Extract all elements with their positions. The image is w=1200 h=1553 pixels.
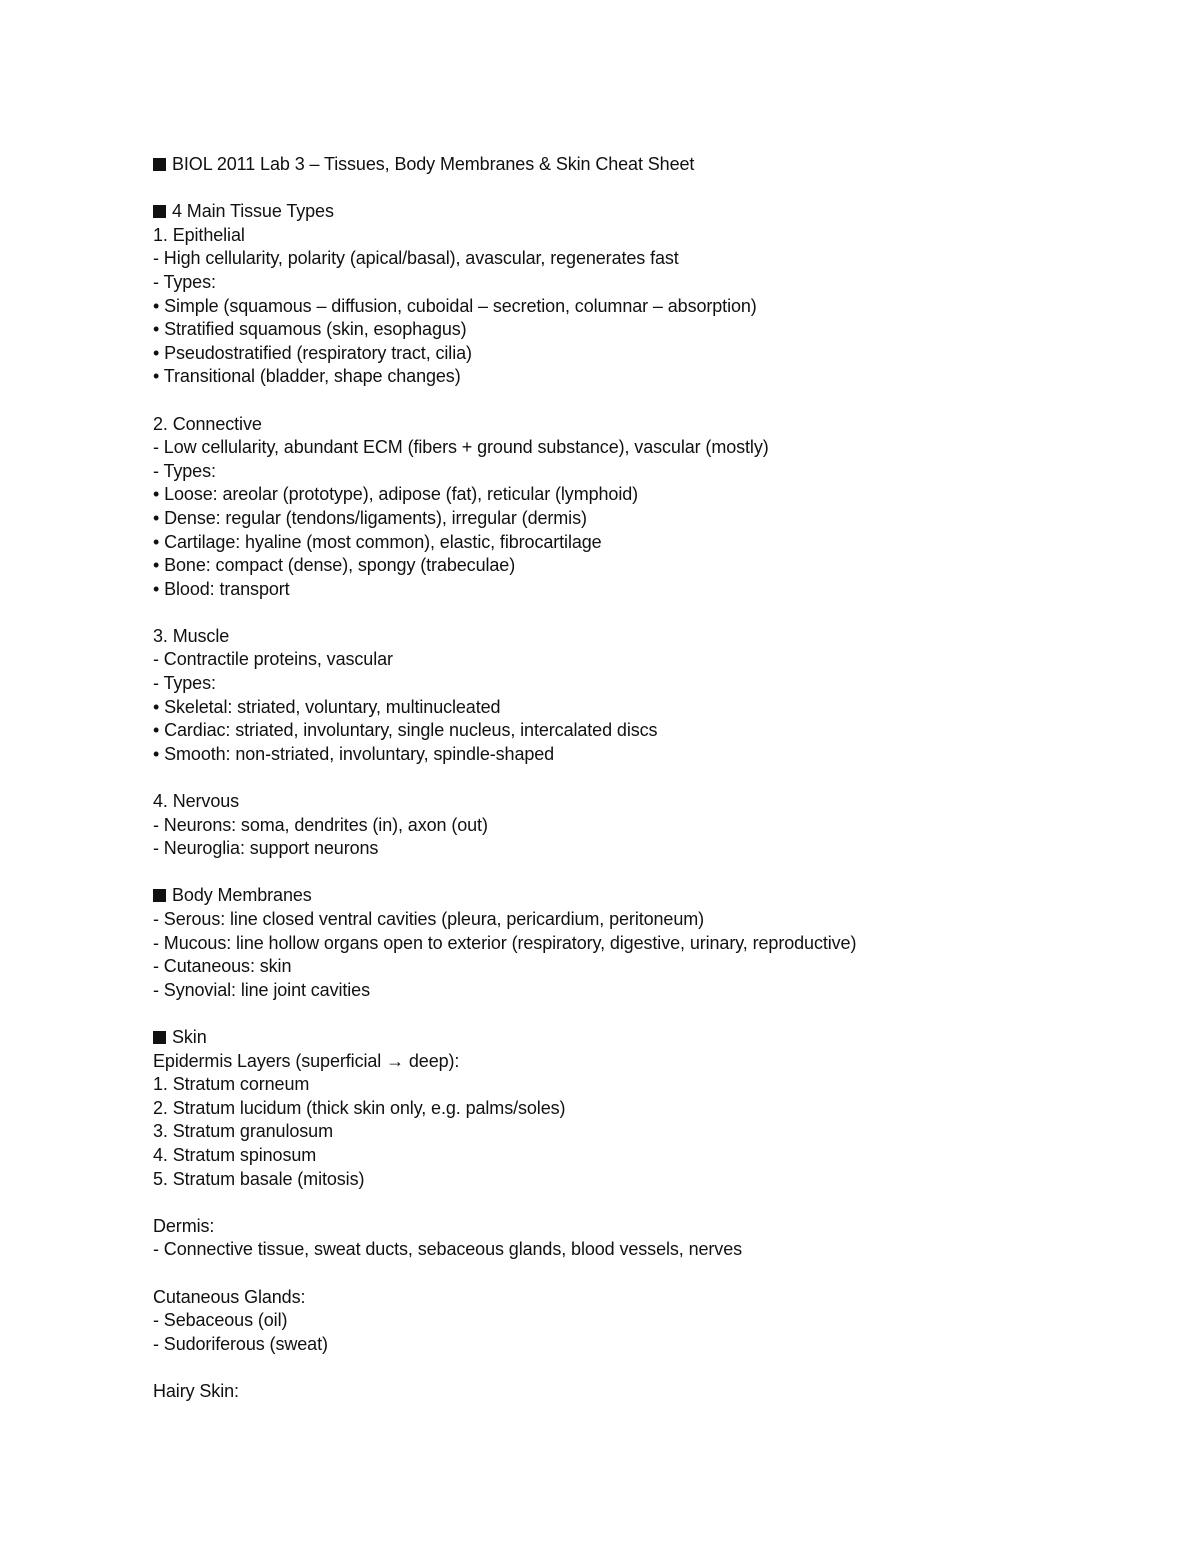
glands-heading: Cutaneous Glands: [153,1286,306,1307]
membranes-heading: Body Membranes [172,885,312,906]
tissue-types-heading: 4 Main Tissue Types [172,201,334,222]
spacer [153,177,1153,201]
document-title: BIOL 2011 Lab 3 – Tissues, Body Membranes & Skin Cheat Sheet [172,154,695,174]
muscle-line: - Contractile proteins, vascular [153,649,393,670]
muscle-heading: 3. Muscle [153,625,230,646]
document-title-line [153,153,1153,177]
spacer [153,766,1153,790]
epidermis-heading: Epidermis Layers (superficial → deep): [153,1050,460,1071]
square-bullet-icon [153,158,166,171]
membranes-line: - Mucous: line hollow organs open to exterior (respiratory, digestive, urinary, reproductive) [153,932,857,953]
connective-line: • Loose: areolar (prototype), adipose (fat), reticular (lymphoid) [153,484,639,505]
connective-line: - Low cellularity, abundant ECM (fibers + ground substance), vascular (mostly) [153,437,769,458]
connective-line: • Cartilage: hyaline (most common), elastic, fibrocartilage [153,531,602,552]
muscle-line: • Cardiac: striated, involuntary, single nucleus, intercalated discs [153,720,658,741]
epithelial-line: • Transitional (bladder, shape changes) [153,366,461,387]
spacer [153,1002,1153,1026]
spacer [153,389,1153,413]
skin-heading: Skin [172,1026,207,1047]
spacer [153,1262,1153,1286]
epidermis-line: 2. Stratum lucidum (thick skin only, e.g. palms/soles) [153,1097,566,1118]
epidermis-line: 5. Stratum basale (mitosis) [153,1168,365,1189]
spacer [153,601,1153,625]
connective-line: • Blood: transport [153,578,290,599]
epithelial-heading: 1. Epithelial [153,224,245,245]
tissue-types-heading-line [153,200,1153,224]
square-bullet-icon [153,889,166,902]
document-body [153,153,1153,1403]
nervous-line: - Neuroglia: support neurons [153,838,379,859]
spacer [153,1356,1153,1380]
epithelial-line: - Types: [153,271,216,292]
hairy-skin-heading: Hairy Skin: [153,1380,239,1401]
connective-line: • Bone: compact (dense), spongy (trabeculae) [153,555,516,576]
square-bullet-icon [153,205,166,218]
square-bullet-icon [153,1031,166,1044]
glands-line: - Sudoriferous (sweat) [153,1333,328,1354]
nervous-heading: 4. Nervous [153,791,240,812]
epithelial-line: • Stratified squamous (skin, esophagus) [153,319,467,340]
epithelial-line: • Pseudostratified (respiratory tract, cilia) [153,342,472,363]
membranes-line: - Serous: line closed ventral cavities (pleura, pericardium, peritoneum) [153,909,705,929]
dermis-line: - Connective tissue, sweat ducts, sebaceous glands, blood vessels, nerves [153,1239,743,1260]
epidermis-line: 1. Stratum corneum [153,1074,310,1095]
muscle-line: • Skeletal: striated, voluntary, multinucleated [153,696,501,717]
connective-line: - Types: [153,460,216,481]
nervous-line: - Neurons: soma, dendrites (in), axon (out) [153,814,488,835]
dermis-heading: Dermis: [153,1215,215,1236]
epithelial-line: - High cellularity, polarity (apical/basal), avascular, regenerates fast [153,248,679,269]
spacer [153,1191,1153,1215]
muscle-line: • Smooth: non-striated, involuntary, spindle-shaped [153,743,555,764]
connective-line: • Dense: regular (tendons/ligaments), irregular (dermis) [153,507,587,528]
spacer [153,861,1153,885]
glands-line: - Sebaceous (oil) [153,1310,288,1331]
muscle-line: - Types: [153,673,216,694]
skin-heading-line [153,1026,1153,1050]
epidermis-line: 3. Stratum granulosum [153,1121,333,1142]
epithelial-line: • Simple (squamous – diffusion, cuboidal – secretion, columnar – absorption) [153,295,757,316]
membranes-heading-line [153,884,1153,908]
connective-heading: 2. Connective [153,413,262,434]
membranes-line: - Synovial: line joint cavities [153,979,370,1000]
epidermis-line: 4. Stratum spinosum [153,1144,317,1165]
membranes-line: - Cutaneous: skin [153,956,292,977]
